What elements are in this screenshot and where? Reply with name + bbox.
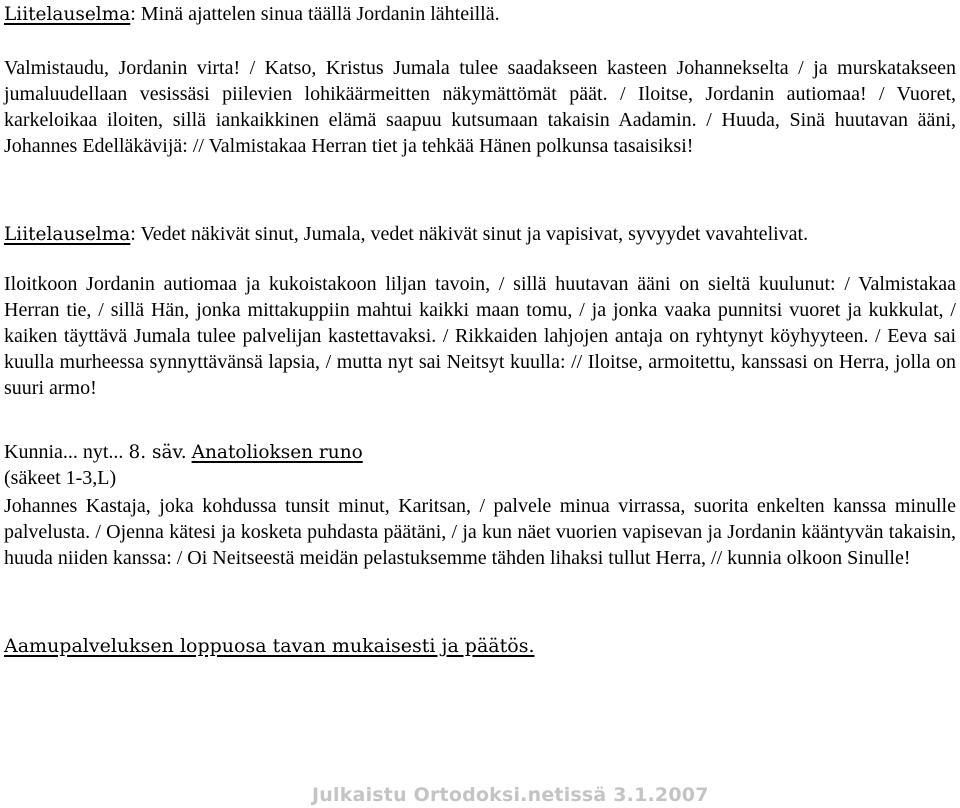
refrain-label: Liitelauselma [4,224,131,245]
verse-reference: (säkeet 1-3,L) [4,467,117,489]
refrain-label: Liitelauselma [4,4,131,25]
refrain-text: : Vedet näkivät sinut, Jumala, vedet näkivät sinut ja vapisivat, syvyydet vavahtelivat. [130,223,809,245]
kunnia-prefix: Kunnia... nyt... [4,441,129,463]
hymn-paragraph: Valmistaudu, Jordanin virta! / Katso, Kristus Jumala tulee saadakseen kasteen Johannekselta / ja murskatakseen jumaluudellaan vesissäsi piilevien lohikäärmeitten näkymättömät päät. / Iloitse, Jordanin autiomaa! / Vuoret, karkeloikaa iloiten, sillä iankaikkinen elämä saapuu kutsumaan takaisin Aadamin. / Huuda, Sinä huutavan ääni, Johannes Edelläkävijä: // Valmistakaa Herran tiet ja tehkää Hänen polkunsa tasaisiksi! [4,57,956,157]
closing-note: Aamupalveluksen loppuosa tavan mukaisesti ja päätös. [4,635,535,657]
hymn-title: Anatolioksen runo [191,442,363,463]
hymn-paragraph: Iloitkoon Jordanin autiomaa ja kukoistakoon liljan tavoin, / sillä huutavan ääni on sieltä kuulunut: / Valmistakaa Herran tie, / sillä Hän, jonka mittakuppiin mahtui kaikki maan tomu, / ja jonka vaaka punnitsi vuoret ja kukkulat, / kaiken täyttävä Jumala tulee palvelijan kastettavaksi. / Rikkaiden lahjojen antaja on ryhtynyt köyhyyteen. / Eeva sai kuulla murheessa synnyttävänsä lapsia, / mutta nyt sai Neitsyt kuulla: // Iloitse, armoitettu, kanssasi on Herra, jolla on suuri armo! [4,273,956,399]
hymn-paragraph: Johannes Kastaja, joka kohdussa tunsit minut, Karitsan, / palvele minua virrassa, suorita enkelten kanssa minulle palvelusta. / Ojenna kätesi ja kosketa puhdasta päätäni, / ja kun näet vuorien vapisevan ja Jordanin kääntyvän takaisin, huuda niiden kanssa: / Oi Neitseestä meidän pelastuksemme tähden lihaksi tullut Herra, // kunnia olkoon Sinulle! [4,495,956,569]
refrain-line [4,1,956,28]
refrain-text: : Minä ajattelen sinua täällä Jordanin lähteillä. [130,3,500,25]
publication-footer: Julkaistu Ortodoksi.netissä 3.1.2007 [312,784,709,806]
refrain-line [4,221,956,248]
tone-label: 8. säv. [128,442,187,463]
kunnia-line [4,439,956,466]
